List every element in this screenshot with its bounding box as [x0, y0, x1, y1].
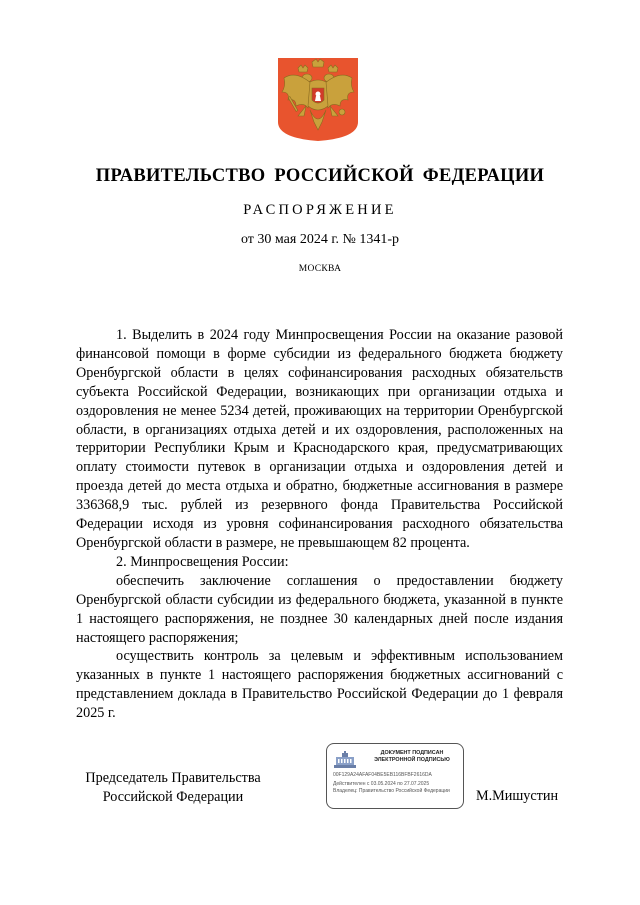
coat-of-arms-emblem: [276, 56, 360, 142]
document-city: МОСКВА: [298, 264, 342, 274]
signature-heading-line-1: ДОКУМЕНТ ПОДПИСАН: [380, 750, 444, 756]
paragraph-1: 1. Выделить в 2024 году Минпросвещения России на оказание разовой финансовой помощи в форме субсидии из федерального бюджета бюджету Оренбургской области в целях софинансирования расходных обязательств субъекта Российской Федерации, возникающих при организации отдыха и оздоровления не менее 5234 детей, проживающих на территории Оренбургской области, в организациях отдыха детей и их оздоровления, расположенных на территории Республики Крым и Краснодарского края, предусматривающих оплату стоимости путевок в организации отдыха и оздоровления детей и проезда детей до места отдыха и обратно, бюджетные ассигнования в размере 336368,9 тыс. рублей из резервного фонда Правительства Российской Федерации исходя из уровня софинансирования расходного обязательства Оренбургской области в размере, не превышающем 82 процента.: [76, 327, 563, 551]
document-type: РАСПОРЯЖЕНИЕ: [243, 202, 397, 218]
government-title: ПРАВИТЕЛЬСТВО РОССИЙСКОЙ ФЕДЕРАЦИИ: [95, 166, 545, 186]
paragraph-3: обеспечить заключение соглашения о предоставлении бюджету Оренбургской области субсидии из федерального бюджета, указанной в пункте 1 настоящего распоряжения, не позднее 30 календарных дней после издания настоящего распоряжения;: [76, 572, 563, 646]
paragraph-4: осуществить контроль за целевым и эффективным использованием указанных в пункте 1 настоящего распоряжения бюджетных ассигнований с представлением доклада в Правительство Российской Федерации до 1 февраля 2025 г.: [76, 648, 563, 722]
position-line-1: Председатель Правительства: [85, 770, 261, 786]
paragraph-2: 2. Минпросвещения России:: [116, 553, 289, 570]
certificate-owner: Владелец: Правительство Российской Федерации: [333, 788, 450, 794]
signature-heading-line-2: ЭЛЕКТРОННОЙ ПОДПИСЬЮ: [374, 757, 450, 763]
certificate-number: 00F129A24AFAF04BE5EB116BFBF2616DA: [333, 772, 432, 778]
signatory-position: [78, 769, 268, 807]
document-date-number: от 30 мая 2024 г. № 1341-р: [240, 232, 400, 247]
signature-heading: [367, 750, 457, 764]
certificate-validity: Действителен с 03.05.2024 по 27.07.2025: [333, 781, 430, 787]
signer-name: М.Мишустин: [476, 788, 559, 804]
document-body: [76, 326, 563, 723]
electronic-signature-stamp: [326, 743, 464, 809]
position-line-2: Российской Федерации: [102, 788, 244, 805]
government-building-icon: [333, 751, 357, 769]
